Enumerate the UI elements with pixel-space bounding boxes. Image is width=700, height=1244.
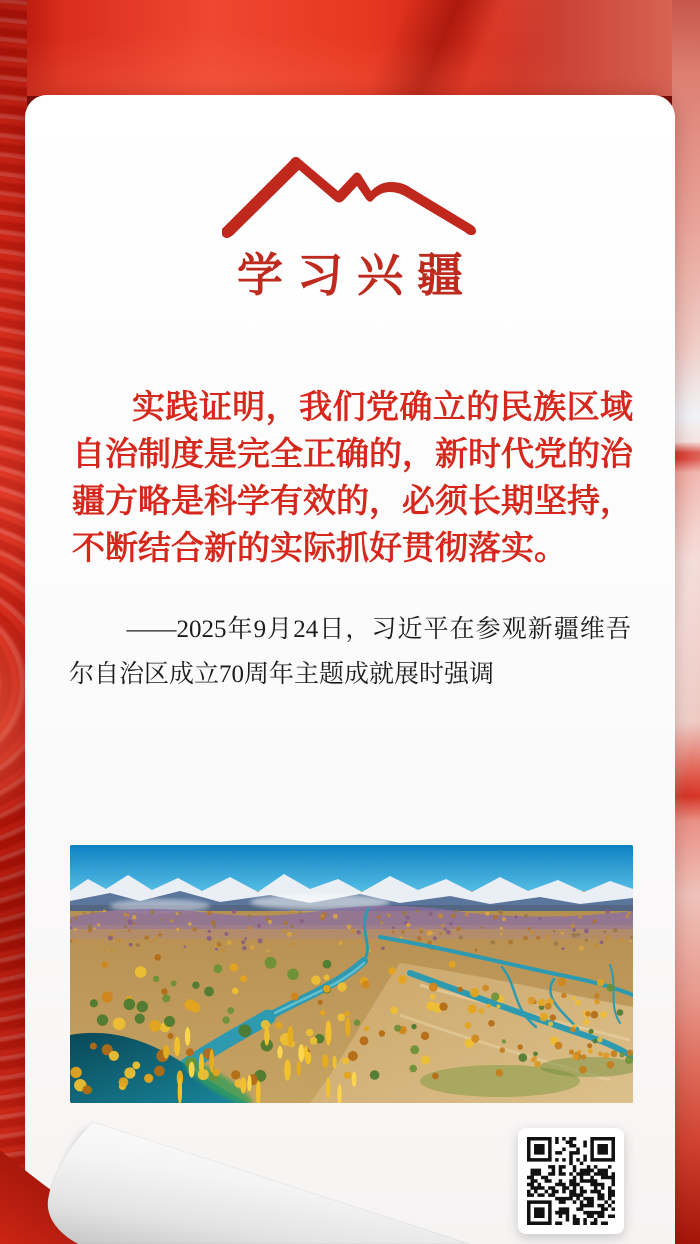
- mountain-ridge-icon: [219, 151, 481, 243]
- content-card: [25, 95, 675, 1244]
- qr-code[interactable]: [518, 1128, 624, 1234]
- quote-text: 实践证明，我们党确立的民族区域自治制度是完全正确的，新时代党的治疆方略是科学有效的，必须长期坚持，不断结合新的实际抓好贯彻落实。: [72, 388, 633, 566]
- background-red-silk-top: [0, 0, 700, 96]
- logo-title: 学习兴疆: [237, 250, 477, 301]
- page-curl: [0, 1104, 500, 1244]
- landscape-photo: [70, 845, 633, 1103]
- background-red-silk-right: [672, 0, 700, 1244]
- quote-attribution: ——2025年9月24日，习近平在参观新疆维吾尔自治区成立70周年主题成就展时强调: [69, 616, 631, 688]
- background-red-silk-left: [0, 0, 27, 1244]
